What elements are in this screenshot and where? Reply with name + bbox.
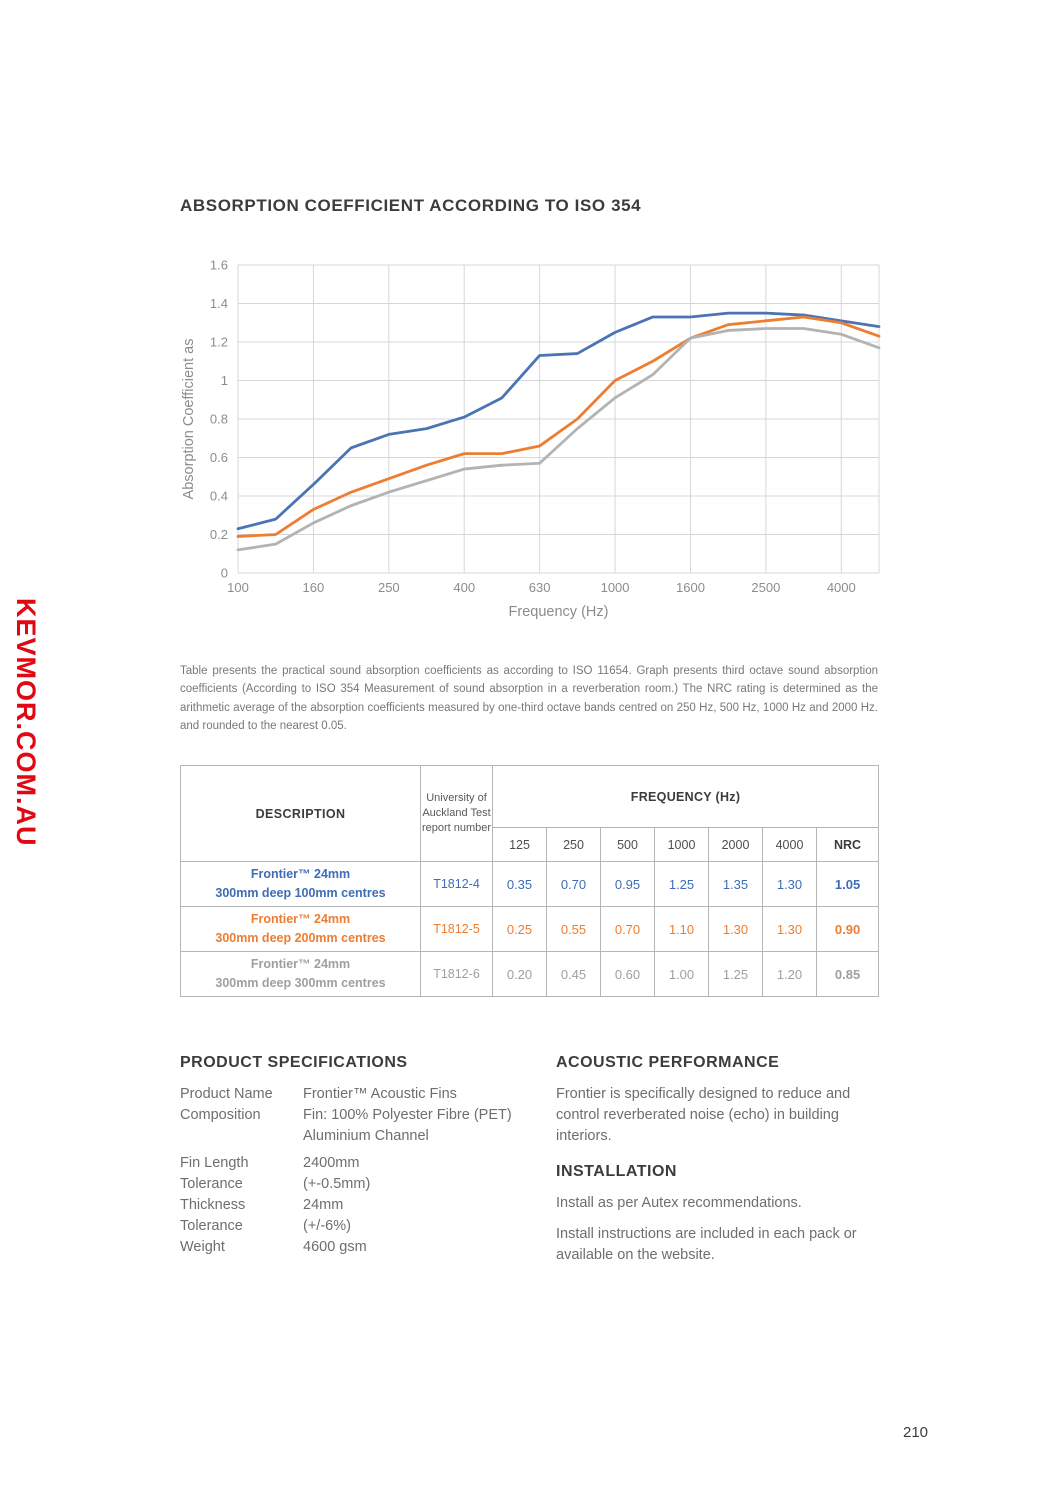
spec-label bbox=[180, 1126, 303, 1147]
installation-body-2: Install instructions are included in each pack or available on the website. bbox=[556, 1226, 857, 1264]
acoustic-performance-title: ACOUSTIC PERFORMANCE bbox=[556, 1054, 780, 1071]
spec-row bbox=[180, 1195, 550, 1216]
table-row bbox=[181, 862, 879, 907]
y-axis-title: Absorption Coefficient as bbox=[181, 338, 197, 500]
y-tick-label: 0 bbox=[220, 565, 228, 581]
coefficient-value: 1.10 bbox=[655, 907, 709, 952]
y-tick-label: 1 bbox=[220, 373, 228, 388]
y-tick-label: 1.6 bbox=[209, 257, 228, 273]
table-header-description: DESCRIPTION bbox=[181, 766, 421, 862]
spec-label: Tolerance bbox=[180, 1176, 243, 1192]
table-row bbox=[181, 952, 879, 997]
table-header-250: 250 bbox=[547, 828, 601, 862]
x-tick-label: 4000 bbox=[826, 580, 856, 595]
product-variant: 300mm deep 300mm centres bbox=[215, 976, 386, 990]
spec-value: 24mm bbox=[303, 1197, 344, 1213]
table-header-500: 500 bbox=[601, 828, 655, 862]
coefficient-value: 1.30 bbox=[763, 907, 817, 952]
spec-row bbox=[180, 1126, 550, 1147]
installation-section bbox=[556, 1163, 882, 1266]
spec-row bbox=[180, 1084, 550, 1105]
spec-label: Fin Length bbox=[180, 1155, 249, 1171]
coefficient-value: 0.60 bbox=[601, 952, 655, 997]
coefficient-value: 1.30 bbox=[709, 907, 763, 952]
y-tick-label: 1.2 bbox=[209, 334, 228, 350]
coefficient-value: 0.95 bbox=[601, 862, 655, 907]
y-tick-label: 0.8 bbox=[209, 411, 228, 427]
spec-value: Frontier™ Acoustic Fins bbox=[303, 1086, 457, 1102]
spec-label: Composition bbox=[180, 1107, 261, 1123]
spec-row bbox=[180, 1174, 550, 1195]
product-description bbox=[181, 907, 421, 952]
x-tick-label: 100 bbox=[227, 580, 249, 595]
x-tick-label: 2500 bbox=[751, 580, 781, 595]
report-number: T1812-6 bbox=[421, 952, 493, 997]
x-tick-label: 1600 bbox=[676, 580, 705, 595]
nrc-value: 0.85 bbox=[817, 952, 879, 997]
product-variant: 300mm deep 200mm centres bbox=[215, 931, 386, 945]
product-specifications-section bbox=[180, 1054, 550, 1258]
table-header-nrc: NRC bbox=[817, 828, 879, 862]
coefficient-value: 1.30 bbox=[763, 862, 817, 907]
coefficient-value: 1.25 bbox=[655, 862, 709, 907]
x-tick-label: 250 bbox=[377, 580, 400, 595]
report-number: T1812-4 bbox=[421, 862, 493, 907]
spec-row bbox=[180, 1153, 550, 1174]
y-tick-label: 0.4 bbox=[209, 488, 228, 504]
absorption-table bbox=[180, 765, 879, 997]
coefficient-value: 0.35 bbox=[493, 862, 547, 907]
installation-body-1: Install as per Autex recommendations. bbox=[556, 1195, 802, 1211]
spec-value: 2400mm bbox=[303, 1155, 360, 1171]
spec-row bbox=[180, 1216, 550, 1237]
spec-label: Thickness bbox=[180, 1197, 246, 1213]
spec-label: Weight bbox=[180, 1239, 225, 1255]
product-description bbox=[181, 862, 421, 907]
coefficient-value: 0.70 bbox=[601, 907, 655, 952]
y-tick-label: 1.4 bbox=[209, 296, 228, 311]
chart-series-1 bbox=[238, 317, 879, 536]
installation-title: INSTALLATION bbox=[556, 1163, 677, 1180]
x-tick-label: 630 bbox=[528, 580, 551, 595]
table-header-report-number: University of Auckland Test report number bbox=[421, 766, 493, 862]
chart-series-2 bbox=[238, 329, 879, 550]
product-name: Frontier™ 24mm bbox=[250, 912, 351, 927]
site-watermark: KEVMOR.COM.AU bbox=[11, 598, 41, 847]
nrc-value: 1.05 bbox=[817, 862, 879, 907]
product-name: Frontier™ 24mm bbox=[250, 867, 351, 882]
report-number: T1812-5 bbox=[421, 907, 493, 952]
x-tick-label: 160 bbox=[302, 580, 325, 595]
spec-value: Fin: 100% Polyester Fibre (PET) bbox=[303, 1107, 512, 1123]
table-header-2000: 2000 bbox=[709, 828, 763, 862]
coefficient-value: 0.55 bbox=[547, 907, 601, 952]
acoustic-performance-body: Frontier is specifically designed to reduce and control reverberated noise (echo) in building interiors. bbox=[556, 1086, 851, 1145]
table-row bbox=[181, 907, 879, 952]
spec-value: (+-0.5mm) bbox=[303, 1176, 371, 1192]
product-name: Frontier™ 24mm bbox=[250, 957, 351, 972]
spec-value: 4600 gsm bbox=[303, 1239, 367, 1255]
coefficient-value: 1.00 bbox=[655, 952, 709, 997]
coefficient-value: 1.25 bbox=[709, 952, 763, 997]
table-header-frequency: FREQUENCY (Hz) bbox=[493, 766, 879, 828]
spec-value: (+/-6%) bbox=[303, 1218, 351, 1234]
y-tick-label: 0.2 bbox=[209, 527, 228, 542]
nrc-value: 0.90 bbox=[817, 907, 879, 952]
coefficient-value: 0.25 bbox=[493, 907, 547, 952]
spec-label: Product Name bbox=[180, 1086, 273, 1102]
acoustic-performance-section bbox=[556, 1054, 856, 1147]
x-axis-title: Frequency (Hz) bbox=[508, 604, 609, 620]
page-title: ABSORPTION COEFFICIENT ACCORDING TO ISO 354 bbox=[180, 196, 642, 215]
absorption-coefficient-chart bbox=[180, 247, 890, 647]
product-description bbox=[181, 952, 421, 997]
table-header-4000: 4000 bbox=[763, 828, 817, 862]
y-tick-label: 0.6 bbox=[209, 450, 228, 465]
spec-row bbox=[180, 1237, 550, 1258]
x-tick-label: 1000 bbox=[600, 580, 630, 595]
table-header-1000: 1000 bbox=[655, 828, 709, 862]
coefficient-value: 0.45 bbox=[547, 952, 601, 997]
product-variant: 300mm deep 100mm centres bbox=[215, 886, 386, 900]
spec-value: Aluminium Channel bbox=[303, 1128, 429, 1144]
spec-label: Tolerance bbox=[180, 1218, 243, 1234]
spec-row bbox=[180, 1105, 550, 1126]
coefficient-value: 1.35 bbox=[709, 862, 763, 907]
table-header-125: 125 bbox=[493, 828, 547, 862]
x-tick-label: 400 bbox=[453, 580, 476, 595]
coefficient-value: 0.20 bbox=[493, 952, 547, 997]
coefficient-value: 1.20 bbox=[763, 952, 817, 997]
coefficient-value: 0.70 bbox=[547, 862, 601, 907]
chart-caption: Table presents the practical sound absorption coefficients as according to ISO 11654. Graph presents third octave sound absorption coefficients (According to ISO 354 Measurement of sound absorption in a reverberation room.) The NRC rating is determined as the arithmetic average of the absorption coefficients measured by one-third octave bands centred on 250 Hz, 500 Hz, 1000 Hz and 2000 Hz. and rounded to the nearest 0.05. bbox=[180, 665, 878, 733]
product-specifications-title: PRODUCT SPECIFICATIONS bbox=[180, 1054, 408, 1071]
page-number: 210 bbox=[903, 1424, 929, 1441]
